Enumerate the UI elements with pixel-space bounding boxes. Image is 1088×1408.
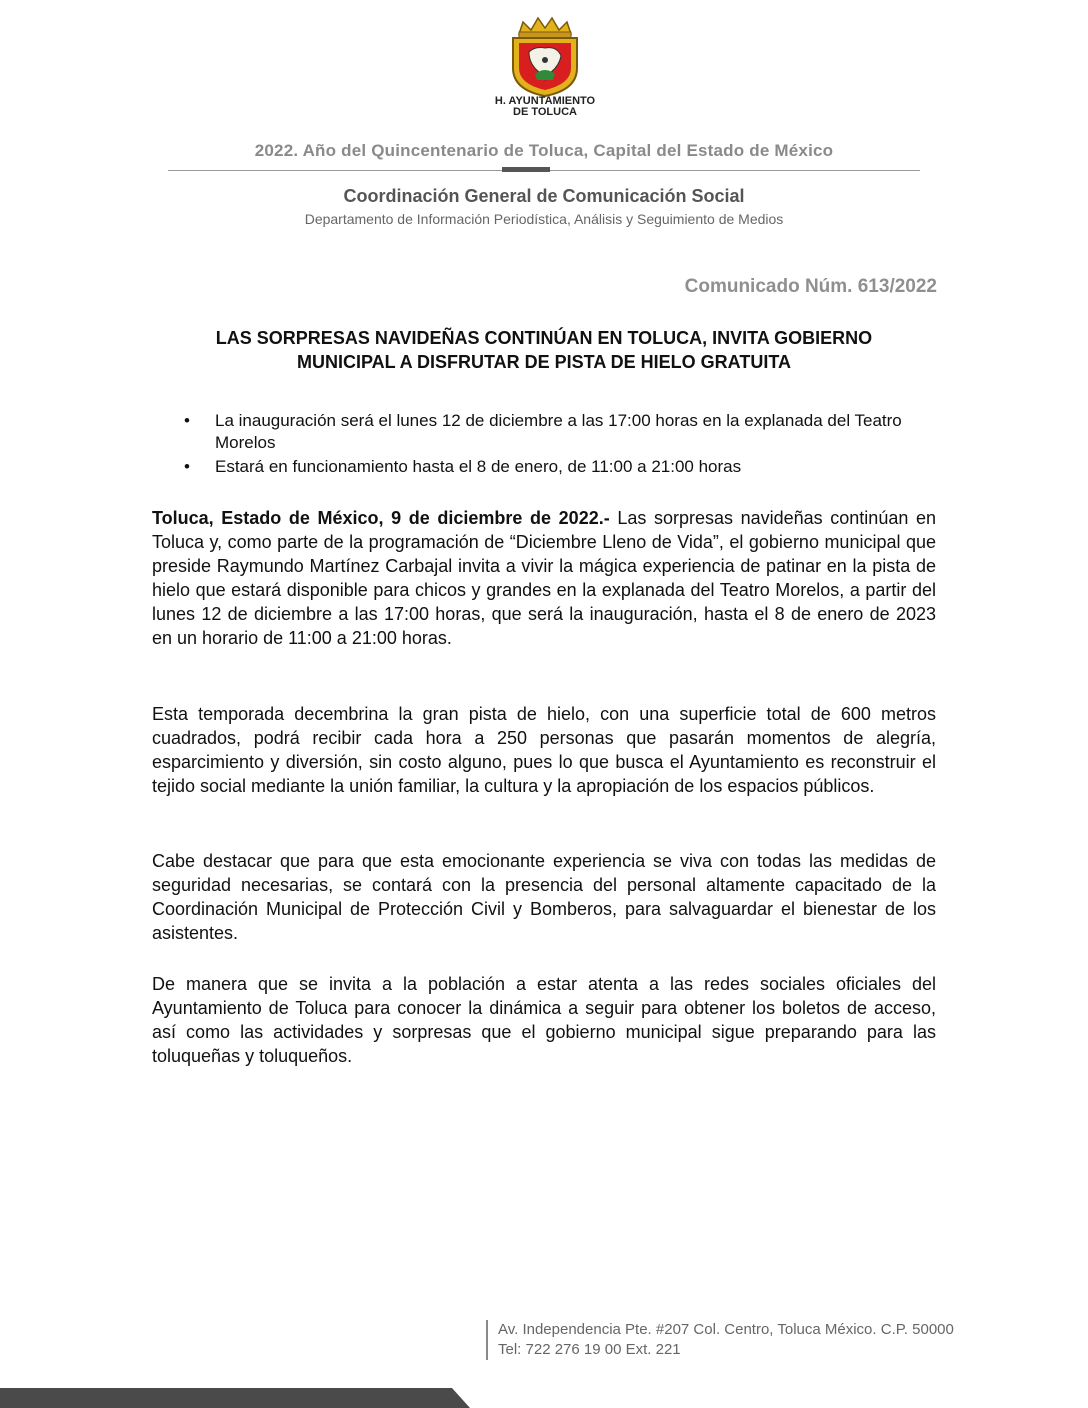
logo-caption xyxy=(470,96,620,118)
year-banner: 2022. Año del Quincentenario de Toluca, Capital del Estado de México xyxy=(254,141,834,160)
department-title: Coordinación General de Comunicación Social xyxy=(343,186,745,206)
address-divider xyxy=(486,1320,488,1360)
address-line: Av. Independencia Pte. #207 Col. Centro, Toluca México. C.P. 50000 xyxy=(498,1321,954,1338)
dateline: Toluca, Estado de México, 9 de diciembre de 2022.- xyxy=(152,508,610,528)
summary-bullets xyxy=(152,410,936,480)
logo-caption-line1: H. AYUNTAMIENTO xyxy=(494,95,596,107)
footer-decorative-bar xyxy=(0,1388,470,1408)
bullet-icon: • xyxy=(184,411,190,430)
bullet-icon: • xyxy=(184,457,190,476)
body-paragraph-3: Cabe destacar que para que esta emocionante experiencia se viva con todas las medidas de seguridad necesarias, se contará con la presencia del personal altamente capacitado de la Coordinación Municipal de Protección Civil y Bomberos, para salvaguardar el bienestar de los asistentes. xyxy=(152,851,936,943)
headline-line1: LAS SORPRESAS NAVIDEÑAS CONTINÚAN EN TOLUCA, INVITA GOBIERNO xyxy=(215,328,873,348)
department-subtitle: Departamento de Información Periodística, Análisis y Seguimiento de Medios xyxy=(304,211,784,227)
press-release-number: Comunicado Núm. 613/2022 xyxy=(684,276,937,297)
bullet-text: La inauguración será el lunes 12 de diciembre a las 17:00 horas en la explanada del Teatro Morelos xyxy=(215,411,902,452)
body-paragraph-2: Esta temporada decembrina la gran pista de hielo, con una superficie total de 600 metros cuadrados, podrá recibir cada hora a 250 personas que pasarán momentos de alegría, esparcimiento y diversión, sin costo alguno, pues lo que busca el Ayuntamiento es reconstruir el tejido social mediante la unión familiar, la cultura y la apropiación de los espacios públicos. xyxy=(152,704,936,796)
body-paragraph-1 xyxy=(152,506,936,650)
footer-address xyxy=(498,1320,1038,1360)
headline xyxy=(152,326,936,374)
headline-line2: MUNICIPAL A DISFRUTAR DE PISTA DE HIELO GRATUITA xyxy=(297,352,791,372)
paragraph-1-text: Las sorpresas navideñas continúan en Toluca y, como parte de la programación de “Diciembre Lleno de Vida”, el gobierno municipal que preside Raymundo Martínez Carbajal invita a vivir la mágica experiencia de patinar en la pista de hielo que estará disponible para chicos y grandes en la explanada del Teatro Morelos, a partir del lunes 12 de diciembre a las 17:00 horas, que será la inauguración, hasta el 8 de enero de 2023 en un horario de 11:00 a 21:00 horas. xyxy=(152,508,936,648)
list-item xyxy=(152,456,936,478)
body-paragraph-4: De manera que se invita a la población a estar atenta a las redes sociales oficiales del Ayuntamiento de Toluca para conocer la dinámica a seguir para obtener los boletos de acceso, así como las actividades y sorpresas que el gobierno municipal sigue preparando para las toluqueñas y toluqueños. xyxy=(152,974,936,1066)
bullet-text: Estará en funcionamiento hasta el 8 de enero, de 11:00 a 21:00 horas xyxy=(215,457,742,476)
banner-divider-accent xyxy=(502,167,550,172)
phone-line: Tel: 722 276 19 00 Ext. 221 xyxy=(498,1341,681,1358)
coat-of-arms-icon xyxy=(505,16,585,98)
logo-caption-line2: DE TOLUCA xyxy=(513,106,577,118)
list-item xyxy=(152,410,936,454)
